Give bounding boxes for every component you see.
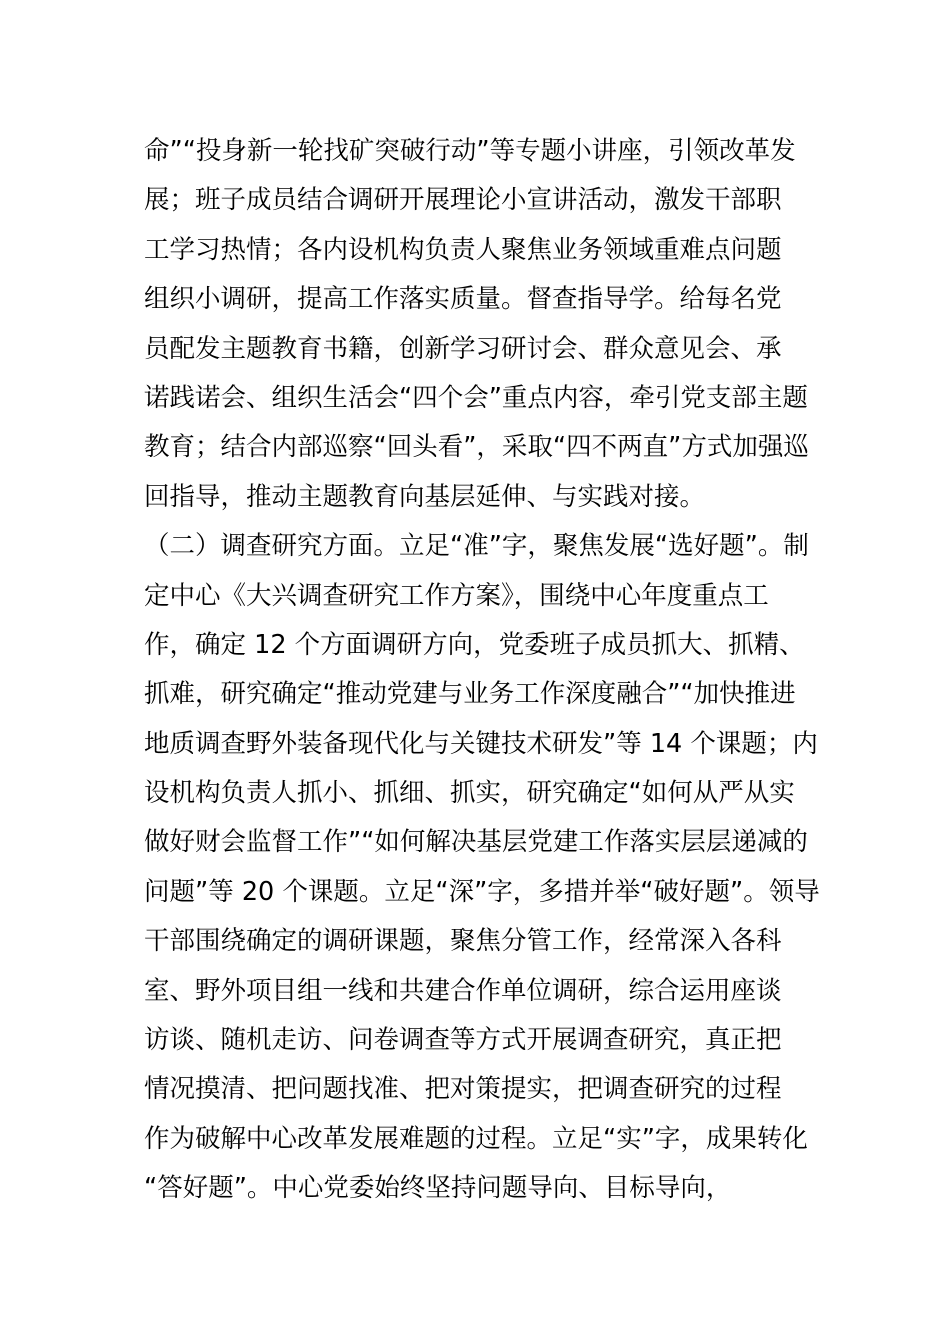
text-line: 设机构负责人抓小、抓细、抓实，研究确定“如何从严从实 xyxy=(144,778,795,809)
text-line: 回指导，推动主题教育向基层延伸、与实践对接。 xyxy=(144,481,706,512)
section-heading-line: （二）调查研究方面。立足“准”字，聚焦发展“选好题”。制 xyxy=(144,531,809,562)
text-line: 作为破解中心改革发展难题的过程。立足“实”字，成果转化 xyxy=(144,1123,808,1154)
text-line: 访谈、随机走访、问卷调查等方式开展调查研究，真正把 xyxy=(144,1025,782,1056)
text-line: “答好题”。中心党委始终坚持问题导向、目标导向， xyxy=(144,1173,732,1204)
text-line: 员配发主题教育书籍，创新学习研讨会、群众意见会、承 xyxy=(144,333,782,364)
text-line: 教育；结合内部巡察“回头看”，采取“四不两直”方式加强巡 xyxy=(144,432,809,463)
text-line: 组织小调研，提高工作落实质量。督查指导学。给每名党 xyxy=(144,284,782,315)
body-text xyxy=(144,127,824,1214)
text-line: 作，确定 12 个方面调研方向，党委班子成员抓大、抓精、 xyxy=(144,629,805,660)
text-line: 展；班子成员结合调研开展理论小宣讲活动，激发干部职 xyxy=(144,185,782,216)
text-line: 抓难，研究确定“推动党建与业务工作深度融合”“加快推进 xyxy=(144,679,796,710)
text-line: 地质调查野外装备现代化与关键技术研发”等 14 个课题；内 xyxy=(144,728,818,759)
text-line: 工学习热情；各内设机构负责人聚焦业务领域重难点问题 xyxy=(144,234,782,265)
text-line: 情况摸清、把问题找准、把对策提实，把调查研究的过程 xyxy=(144,1074,782,1105)
text-line: 室、野外项目组一线和共建合作单位调研，综合运用座谈 xyxy=(144,975,782,1006)
text-line: 做好财会监督工作”“如何解决基层党建工作落实层层递减的 xyxy=(144,827,808,858)
text-line: 干部围绕确定的调研课题，聚焦分管工作，经常深入各科 xyxy=(144,926,782,957)
text-line: 命”“投身新一轮找矿突破行动”等专题小讲座，引领改革发 xyxy=(144,136,796,166)
text-line: 定中心《大兴调查研究工作方案》，围绕中心年度重点工 xyxy=(144,580,769,611)
text-line: 诺践诺会、组织生活会“四个会”重点内容，牵引党支部主题 xyxy=(144,382,808,413)
text-line: 问题”等 20 个课题。立足“深”字，多措并举“破好题”。领导 xyxy=(144,876,820,907)
